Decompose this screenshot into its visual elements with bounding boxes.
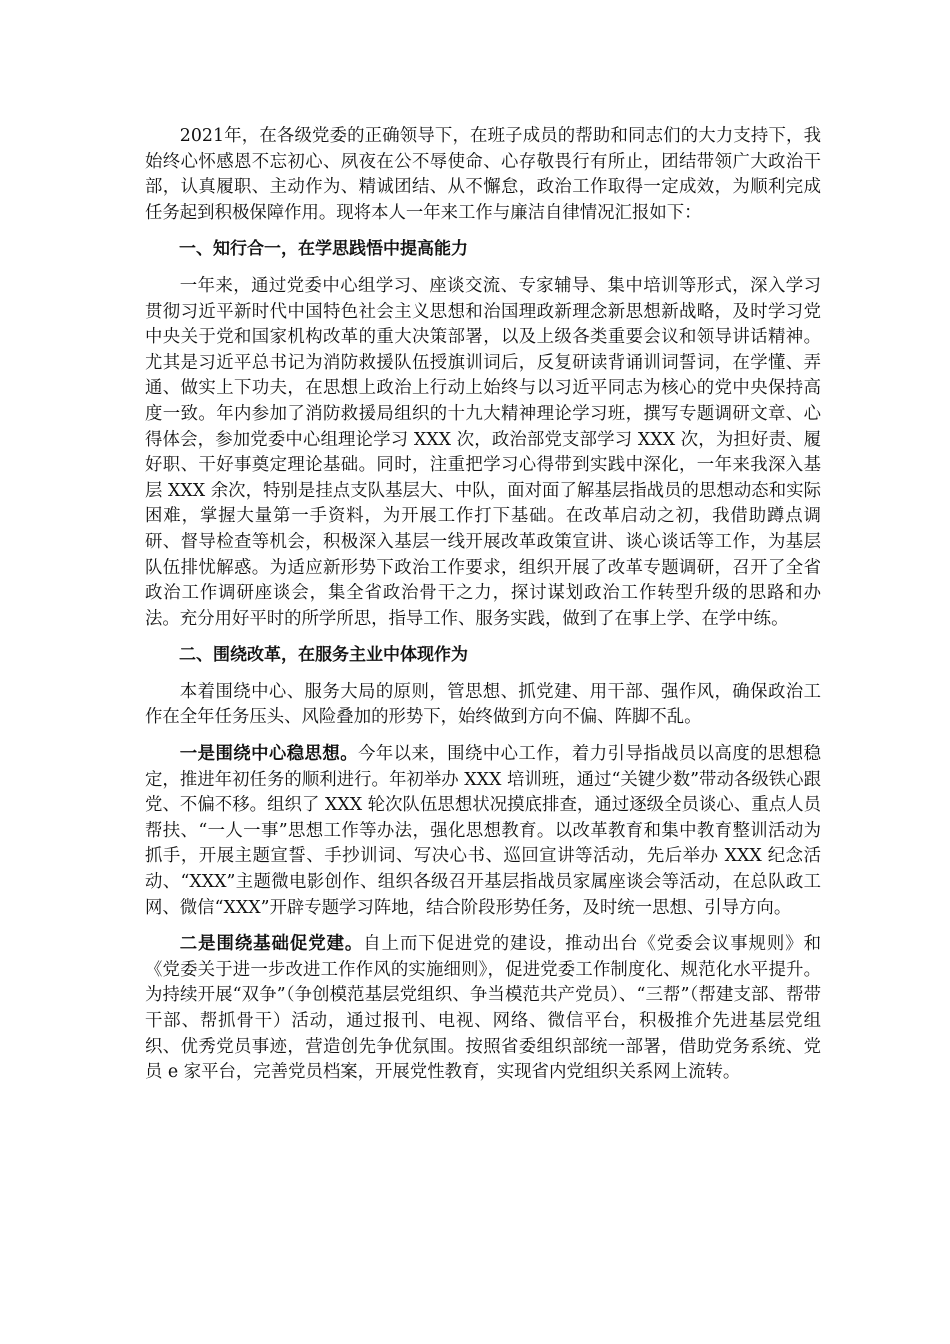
document-page — [145, 124, 821, 1097]
section-2-heading: 二、围绕改革，在服务主业中体现作为 — [179, 645, 468, 666]
intro-paragraph: 2021年，在各级党委的正确领导下，在班子成员的帮助和同志们的大力支持下，我始终心怀感恩不忘初心、夙夜在公不辱使命、心存敬畏行有所止，团结带领广大政治干部，认真履职、主动作为、精诚团结、从不懈怠，政治工作取得一定成效，为顺利完成任务起到积极保障作用。现将本人一年来工作与廉洁自律情况汇报如下： — [145, 126, 821, 223]
item-1-text: 今年以来，围绕中心工作，着力引导指战员以高度的思想稳定，推进年初任务的顺利进行。年初举办 XXX 培训班，通过“关键少数”带动各级铁心跟党、不偏不移。组织了 XXX 轮次队伍思想状况摸底排查，通过逐级全员谈心、重点人员帮扶、“一人一事”思想工作等办法，强化思想教育。以改革教育和集中教育整训活动为抓手，开展主题宣誓、手抄训词、写决心书、巡回宣讲等活动，先后举办 XXX 纪念活动、“XXX”主题微电影创作、组织各级召开基层指战员家属座谈会等活动，在总队政工网、微信“XXX”开辟专题学习阵地，结合阶段形势任务，及时统一思想、引导方向。 — [145, 744, 821, 918]
item-1-lead: 一是围绕中心稳思想。 — [179, 744, 359, 765]
item-2-text: 自上而下促进党的建设，推动出台《党委会议事规则》和《党委关于进一步改进工作作风的实施细则》，促进党委工作制度化、规范化水平提升。为持续开展“双争”（争创模范基层党组织、争当模范共产党员）、“三帮”（帮建支部、帮带干部、帮抓骨干）活动，通过报刊、电视、网络、微信平台，积极推介先进基层党组织、优秀党员事迹，营造创先争优氛围。按照省委组织部统一部署，借助党务系统、党员 e 家平台，完善党员档案，开展党性教育，实现省内党组织关系网上流转。 — [145, 934, 821, 1083]
section-1-body: 一年来，通过党委中心组学习、座谈交流、专家辅导、集中培训等形式，深入学习贯彻习近平新时代中国特色社会主义思想和治国理政新理念新思想新战略，及时学习党中央关于党和国家机构改革的重大决策部署，以及上级各类重要会议和领导讲话精神。尤其是习近平总书记为消防救援队伍授旗训词后，反复研读背诵训词誓词，在学懂、弄通、做实上下功夫，在思想上政治上行动上始终与以习近平同志为核心的党中央保持高度一致。年内参加了消防救援局组织的十九大精神理论学习班，撰写专题调研文章、心得体会，参加党委中心组理论学习 XXX 次，政治部党支部学习 XXX 次，为担好责、履好职、干好事奠定理论基础。同时，注重把学习心得带到实践中深化，一年来我深入基层 XXX 余次，特别是挂点支队基层大、中队，面对面了解基层指战员的思想动态和实际困难，掌握大量第一手资料，为开展工作打下基础。在改革启动之初，我借助蹲点调研、督导检查等机会，积极深入基层一线开展改革政策宣讲、谈心谈话等工作，为基层队伍排忧解惑。为适应新形势下政治工作要求，组织开展了改革专题调研，召开了全省政治工作调研座谈会，集全省政治骨干之力，探讨谋划政治工作转型升级的思路和办法。充分用好平时的所学所思，指导工作、服务实践，做到了在事上学、在学中练。 — [145, 275, 821, 629]
section-2-item-1 — [145, 742, 821, 921]
item-2-lead: 二是围绕基础促党建。 — [179, 934, 364, 955]
section-1-heading: 一、知行合一，在学思践悟中提高能力 — [179, 239, 468, 260]
section-2-body: 本着围绕中心、服务大局的原则，管思想、抓党建、用干部、强作风，确保政治工作在全年任务压头、风险叠加的形势下，始终做到方向不偏、阵脚不乱。 — [145, 681, 821, 728]
section-2-item-2 — [145, 932, 821, 1086]
